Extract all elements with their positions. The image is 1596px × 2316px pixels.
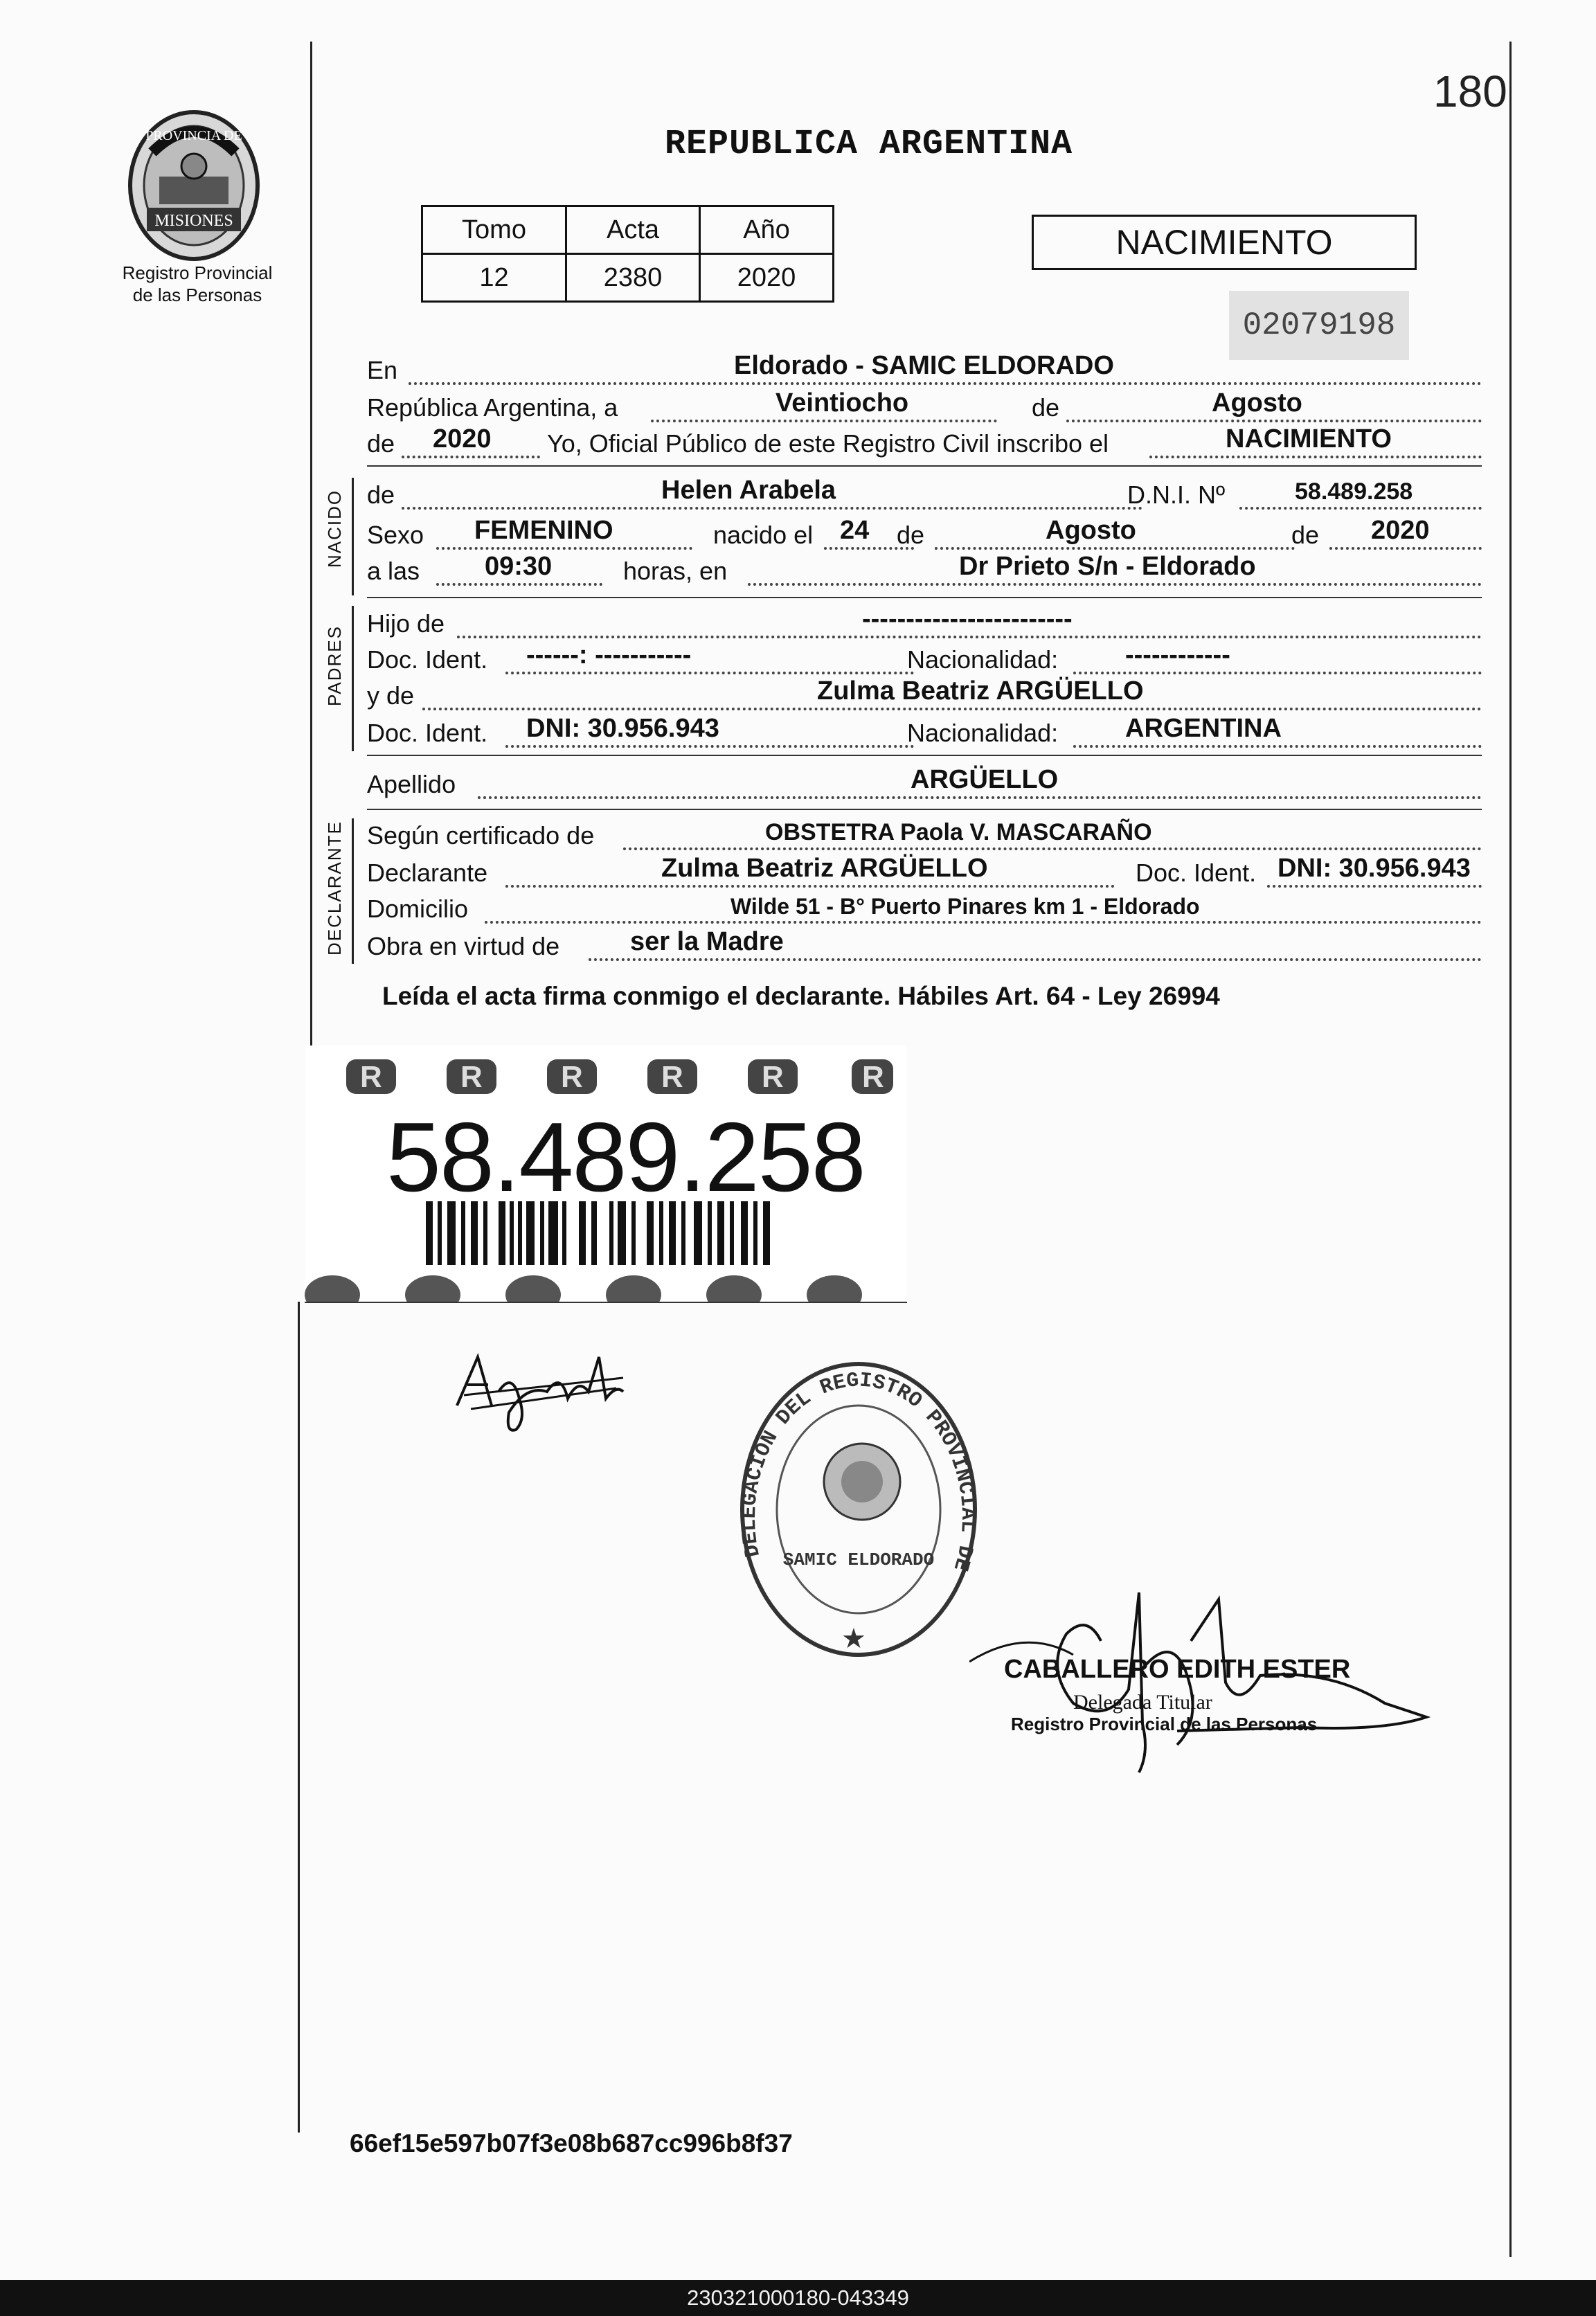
row-madre-doc [367,716,1482,752]
logo-caption [97,262,298,306]
row-fecha [367,388,1482,427]
header-anio: Año [700,206,834,254]
label-declarante: Declarante [367,859,488,887]
label-nacionalidad: Nacionalidad: [907,645,1059,674]
svg-text:★: ★ [841,1624,866,1654]
nacido-side-line [352,478,354,595]
logo-caption-line1: Registro Provincial [122,262,273,283]
document-title: REPUBLICA ARGENTINA [665,125,1073,164]
official-stamp [734,1357,983,1662]
header-acta: Acta [566,206,700,254]
closing-statement: Leída el acta firma conmigo el declarante. Hábiles Art. 64 - Ley 26994 [382,982,1220,1010]
declarant-signature [450,1343,630,1440]
value-sexo: FEMENINO [474,516,613,545]
label-en: En [367,356,398,384]
label-horas-en: horas, en [623,557,728,585]
value-lugar-nac: Dr Prieto S/n - Eldorado [959,552,1256,581]
sticker-bottom-line [305,1302,907,1303]
left-margin-line-lower [298,1302,300,2133]
side-label-padres: PADRES [324,625,345,706]
misiones-seal-logo [111,104,277,263]
label-nacido: nacido el [713,521,814,549]
value-mes-nac: Agosto [1046,516,1136,545]
page-number: 180 [1433,66,1507,116]
sticker-dni-number: 58.489.258 [386,1102,865,1212]
label-a-las: a las [367,557,420,585]
label-de-prefix: de [367,429,395,458]
svg-text:R: R [862,1060,884,1094]
value-padre-doc: ------: ----------- [526,640,692,670]
value-dni: 58.489.258 [1295,478,1413,505]
svg-text:R: R [661,1060,683,1094]
row-apellido [367,767,1482,803]
label-de2: de [897,521,925,549]
official-role: Delegada Titular [1073,1691,1212,1714]
padres-side-line [352,606,354,751]
row-hijo-de [367,604,1482,643]
svg-text:SAMIC ELDORADO: SAMIC ELDORADO [782,1550,935,1570]
row-lugar [367,353,1482,389]
label-de3: de [1291,521,1320,549]
divider-3 [367,755,1482,756]
serial-number-label: 02079198 [1229,291,1409,360]
label-y-de: y de [367,681,415,710]
value-anio-nac: 2020 [1371,516,1430,545]
label-obra: Obra en virtud de [367,932,560,960]
label-segun: Según certificado de [367,821,595,850]
right-margin-line [1509,42,1512,2257]
header-tomo: Tomo [422,206,566,254]
footer-document-id: 230321000180-043349 [0,2280,1596,2316]
value-mes: Agosto [1212,388,1302,418]
svg-text:R: R [762,1060,784,1094]
svg-text:PROVINCIA DE: PROVINCIA DE [145,128,242,143]
row-segun [367,818,1482,854]
label-doc-ident2: Doc. Ident. [367,719,488,747]
row-hora [367,554,1482,590]
value-declarante-doc: DNI: 30.956.943 [1277,854,1471,883]
row-declarante [367,856,1482,892]
value-tomo: 12 [422,254,566,302]
label-nacionalidad2: Nacionalidad: [907,719,1059,747]
official-name: CABALLERO EDITH ESTER [1004,1655,1351,1684]
label-apellido: Apellido [367,770,456,798]
row-inscripcion [367,424,1482,463]
value-madre-nac: ARGENTINA [1125,714,1282,743]
value-certificado: OBSTETRA Paola V. MASCARAÑO [765,819,1152,845]
svg-text:MISIONES: MISIONES [154,212,233,230]
row-padre-doc [367,640,1482,679]
left-margin-line [310,42,312,1052]
divider-4 [367,809,1482,810]
value-declarante: Zulma Beatriz ARGÜELLO [661,854,988,883]
label-sexo: Sexo [367,521,424,549]
value-obra: ser la Madre [630,927,784,956]
divider-1 [367,465,1482,467]
value-dia: 24 [840,516,870,545]
label-republica: República Argentina, a [367,393,618,422]
svg-text:R: R [460,1060,483,1094]
declarante-side-line [352,818,354,964]
row-y-de [367,676,1482,715]
label-dni: D.N.I. Nº [1127,481,1226,509]
svg-text:DELEGACION DEL REGISTRO PROVIN: DELEGACION DEL REGISTRO PROVINCIAL DE [737,1369,980,1574]
label-de-name: de [367,481,395,509]
svg-text:R: R [561,1060,583,1094]
svg-text:R: R [360,1060,382,1094]
label-doc-ident3: Doc. Ident. [1136,859,1257,887]
value-anio: 2020 [700,254,834,302]
value-padre: ------------------------ [862,604,1073,634]
label-doc-ident: Doc. Ident. [367,645,488,674]
label-domicilio: Domicilio [367,895,469,923]
row-obra [367,929,1482,965]
value-acta: 2380 [566,254,700,302]
value-padre-nac: ------------ [1125,640,1230,670]
act-type-box: NACIMIENTO [1032,215,1417,270]
row-domicilio [367,892,1482,928]
row-nombre [367,478,1482,514]
official-office: Registro Provincial de las Personas [1011,1714,1318,1734]
value-anio: 2020 [433,424,492,454]
side-label-nacido: NACIDO [324,489,345,568]
value-tipo: NACIMIENTO [1226,424,1392,454]
value-madre: Zulma Beatriz ARGÜELLO [817,676,1144,706]
value-domicilio: Wilde 51 - B° Puerto Pinares km 1 - Eldorado [730,894,1200,919]
label-de: de [1032,393,1060,422]
label-oficial: Yo, Oficial Público de este Registro Civil inscribo el [547,429,1109,458]
registry-table [421,205,834,303]
official-signature-scribble [969,1586,1440,1786]
value-lugar: Eldorado - SAMIC ELDORADO [734,351,1114,380]
value-hora: 09:30 [485,552,553,581]
document-hash: 66ef15e597b07f3e08b687cc996b8f37 [350,2129,793,2157]
value-nombre: Helen Arabela [661,476,836,505]
value-madre-doc: DNI: 30.956.943 [526,714,719,743]
side-label-declarante: DECLARANTE [324,820,345,955]
value-apellido: ARGÜELLO [911,765,1059,794]
row-sexo [367,518,1482,554]
logo-caption-line2: de las Personas [132,285,262,305]
divider-2 [367,597,1482,598]
value-dia-letras: Veintiocho [775,388,909,418]
label-hijo-de: Hijo de [367,609,445,638]
